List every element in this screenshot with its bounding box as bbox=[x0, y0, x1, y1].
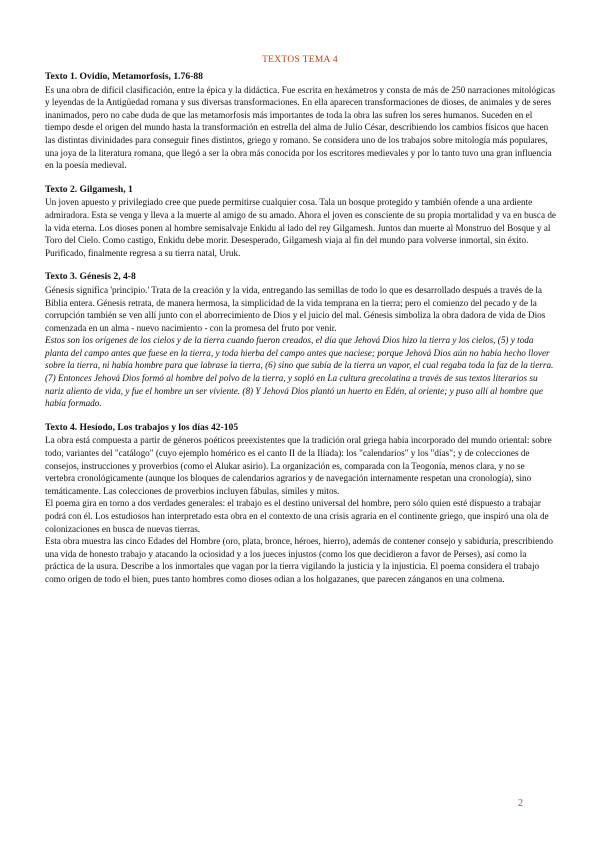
section-heading: Texto 3. Génesis 2, 4-8 bbox=[45, 271, 136, 283]
section-paragraph: Génesis significa 'principio.' Trata de la creación y la vida, entregando las semillas de todo lo que es desarrollado después a través de la Biblia entera. Génesis retrata, de manera hermosa, la simplicidad de la vida temprana en la tierra; pero el comienzo del pecado y de la corrupción también se ven allí junto con el aborrecimiento de Dios y el juicio del mal. Génesis simboliza la obra dadora de vida de Dios comenzada en un alma - nuevo nacimiento - con la promesa del fruto por venir. bbox=[45, 284, 546, 333]
bible-quote-paragraph: Estos son los orígenes de los cielos y de la tierra cuando fueron creados, el día que Jehová Dios hizo la tierra y los cielos, (5) y toda planta del campo antes que fuese en la tierra, y toda hierba del campo antes que naciese; porque Jehová Dios aún no había hecho llover sobre la tierra, ni había hombre para que labrase la tierra, (6) sino que subía de la tierra un vapor, el cual regaba toda la faz de la tierra. (7) Entonces Jehová Dios formó al hombre del polvo de la tierra, y sopló en La cultura grecolatina a través de sus textos literarios su nariz aliento de vida, y fue el hombre un ser viviente. (8) Y Jehová Dios plantó un huerto en Edén, al oriente; y puso allí al hombre que había formado. bbox=[45, 335, 554, 409]
section-texto-4 bbox=[45, 422, 557, 586]
section-texto-3 bbox=[45, 271, 557, 410]
document-title: TEXTOS TEMA 4 bbox=[262, 55, 338, 65]
section-heading: Texto 2. Gilgamesh, 1 bbox=[45, 183, 133, 195]
section-texto-1 bbox=[45, 71, 557, 172]
section-paragraph: Es una obra de difícil clasificación, entre la épica y la didáctica. Fue escrita en hexámetros y consta de más de 250 narraciones mitológicas y leyendas de la Antigüedad romana y sus diversas transformaciones. En ella aparecen transformaciones de dioses, de animales y de seres inanimados, pero no cabe duda de que las metamorfosis más importantes de toda la obra las sufren los seres humanos. Suceden en el tiempo desde el origen del mundo hasta la transformación en estrella del alma de Julio César, describiendo los cambios físicos que hacen las distintas divinidades para conseguir fines distintos, griego y romano. Se considera uno de los trabajos sobre mitología más populares, una joya de la literatura romana, que llegó a ser la obra más conocida por los escritores medievales y por lo tanto tuvo una gran influencia en la poesía medieval. bbox=[45, 84, 555, 171]
document-body bbox=[45, 71, 557, 598]
section-paragraph: Un joven apuesto y privilegiado cree que puede permitirse cualquier cosa. Tala un bosque protegido y también ofende a una ardiente admiradora. Esta se venga y lleva a la muerte al amigo de su amado. Ahora el joven es consciente de su propia mortalidad y va en busca de la vida eterna. Los dioses ponen al hombre semisalvaje Enkidu al lado del rey Gilgamesh. Juntos dan muerte al Monstruo del Bosque y al Toro del Cielo. Como castigo, Enkidu debe morir. Desesperado, Gilgamesh viaja al fin del mundo para volverse inmortal, sin éxito. Purificado, finalmente regresa a su tierra natal, Uruk. bbox=[45, 197, 557, 258]
section-texto-2 bbox=[45, 184, 557, 260]
section-paragraph: La obra está compuesta a partir de géneros poéticos preexistentes que la tradición oral griega había incorporado del mundo oriental: sobre todo, variantes del "catálogo" (cuyo ejemplo homérico es el canto II de la Ilíada): los "calendarios" y los "días"; y de colecciones de consejos, instrucciones y proverbios (como el Alukar asirio). La organización es, comparada con la Teogonía, menos clara, y no se vertebra cronológicamente (aunque los bloques de calendarios agrarios y de navegación internamente respetan una cronología), sino temáticamente. Las colecciones de proverbios incluyen fábulas, símiles y mitos. bbox=[45, 435, 552, 496]
section-paragraph: El poema gira en torno a dos verdades generales: el trabajo es el destino universal del hombre, pero sólo quien esté dispuesto a trabajar podrá con él. Los estudiosos han interpretado esta obra en el contexto de una crisis agraria en el continente griego, que inspiró una ola de colonizaciones en busca de nuevas tierras. bbox=[45, 498, 549, 534]
section-paragraph: Esta obra muestra las cinco Edades del Hombre (oro, plata, bronce, héroes, hierro), además de contener consejo y sabiduría, prescribiendo una vida de honesto trabajo y atacando la ociosidad y a los jueces injustos (como los que decidieron a favor de Perses), así como la práctica de la usura. Describe a los inmortales que vagan por la tierra vigilando la justicia y la injusticia. El poema considera el trabajo como origen de todo el bien, pues tanto hombres como dioses odian a los holgazanes, que parecen zánganos en una colmena. bbox=[45, 536, 553, 584]
page-number: 2 bbox=[518, 798, 523, 809]
section-heading: Texto 1. Ovidio, Metamorfosis, 1.76-88 bbox=[45, 71, 203, 82]
section-heading: Texto 4. Hesíodo, Los trabajos y los días 42-105 bbox=[45, 421, 239, 433]
